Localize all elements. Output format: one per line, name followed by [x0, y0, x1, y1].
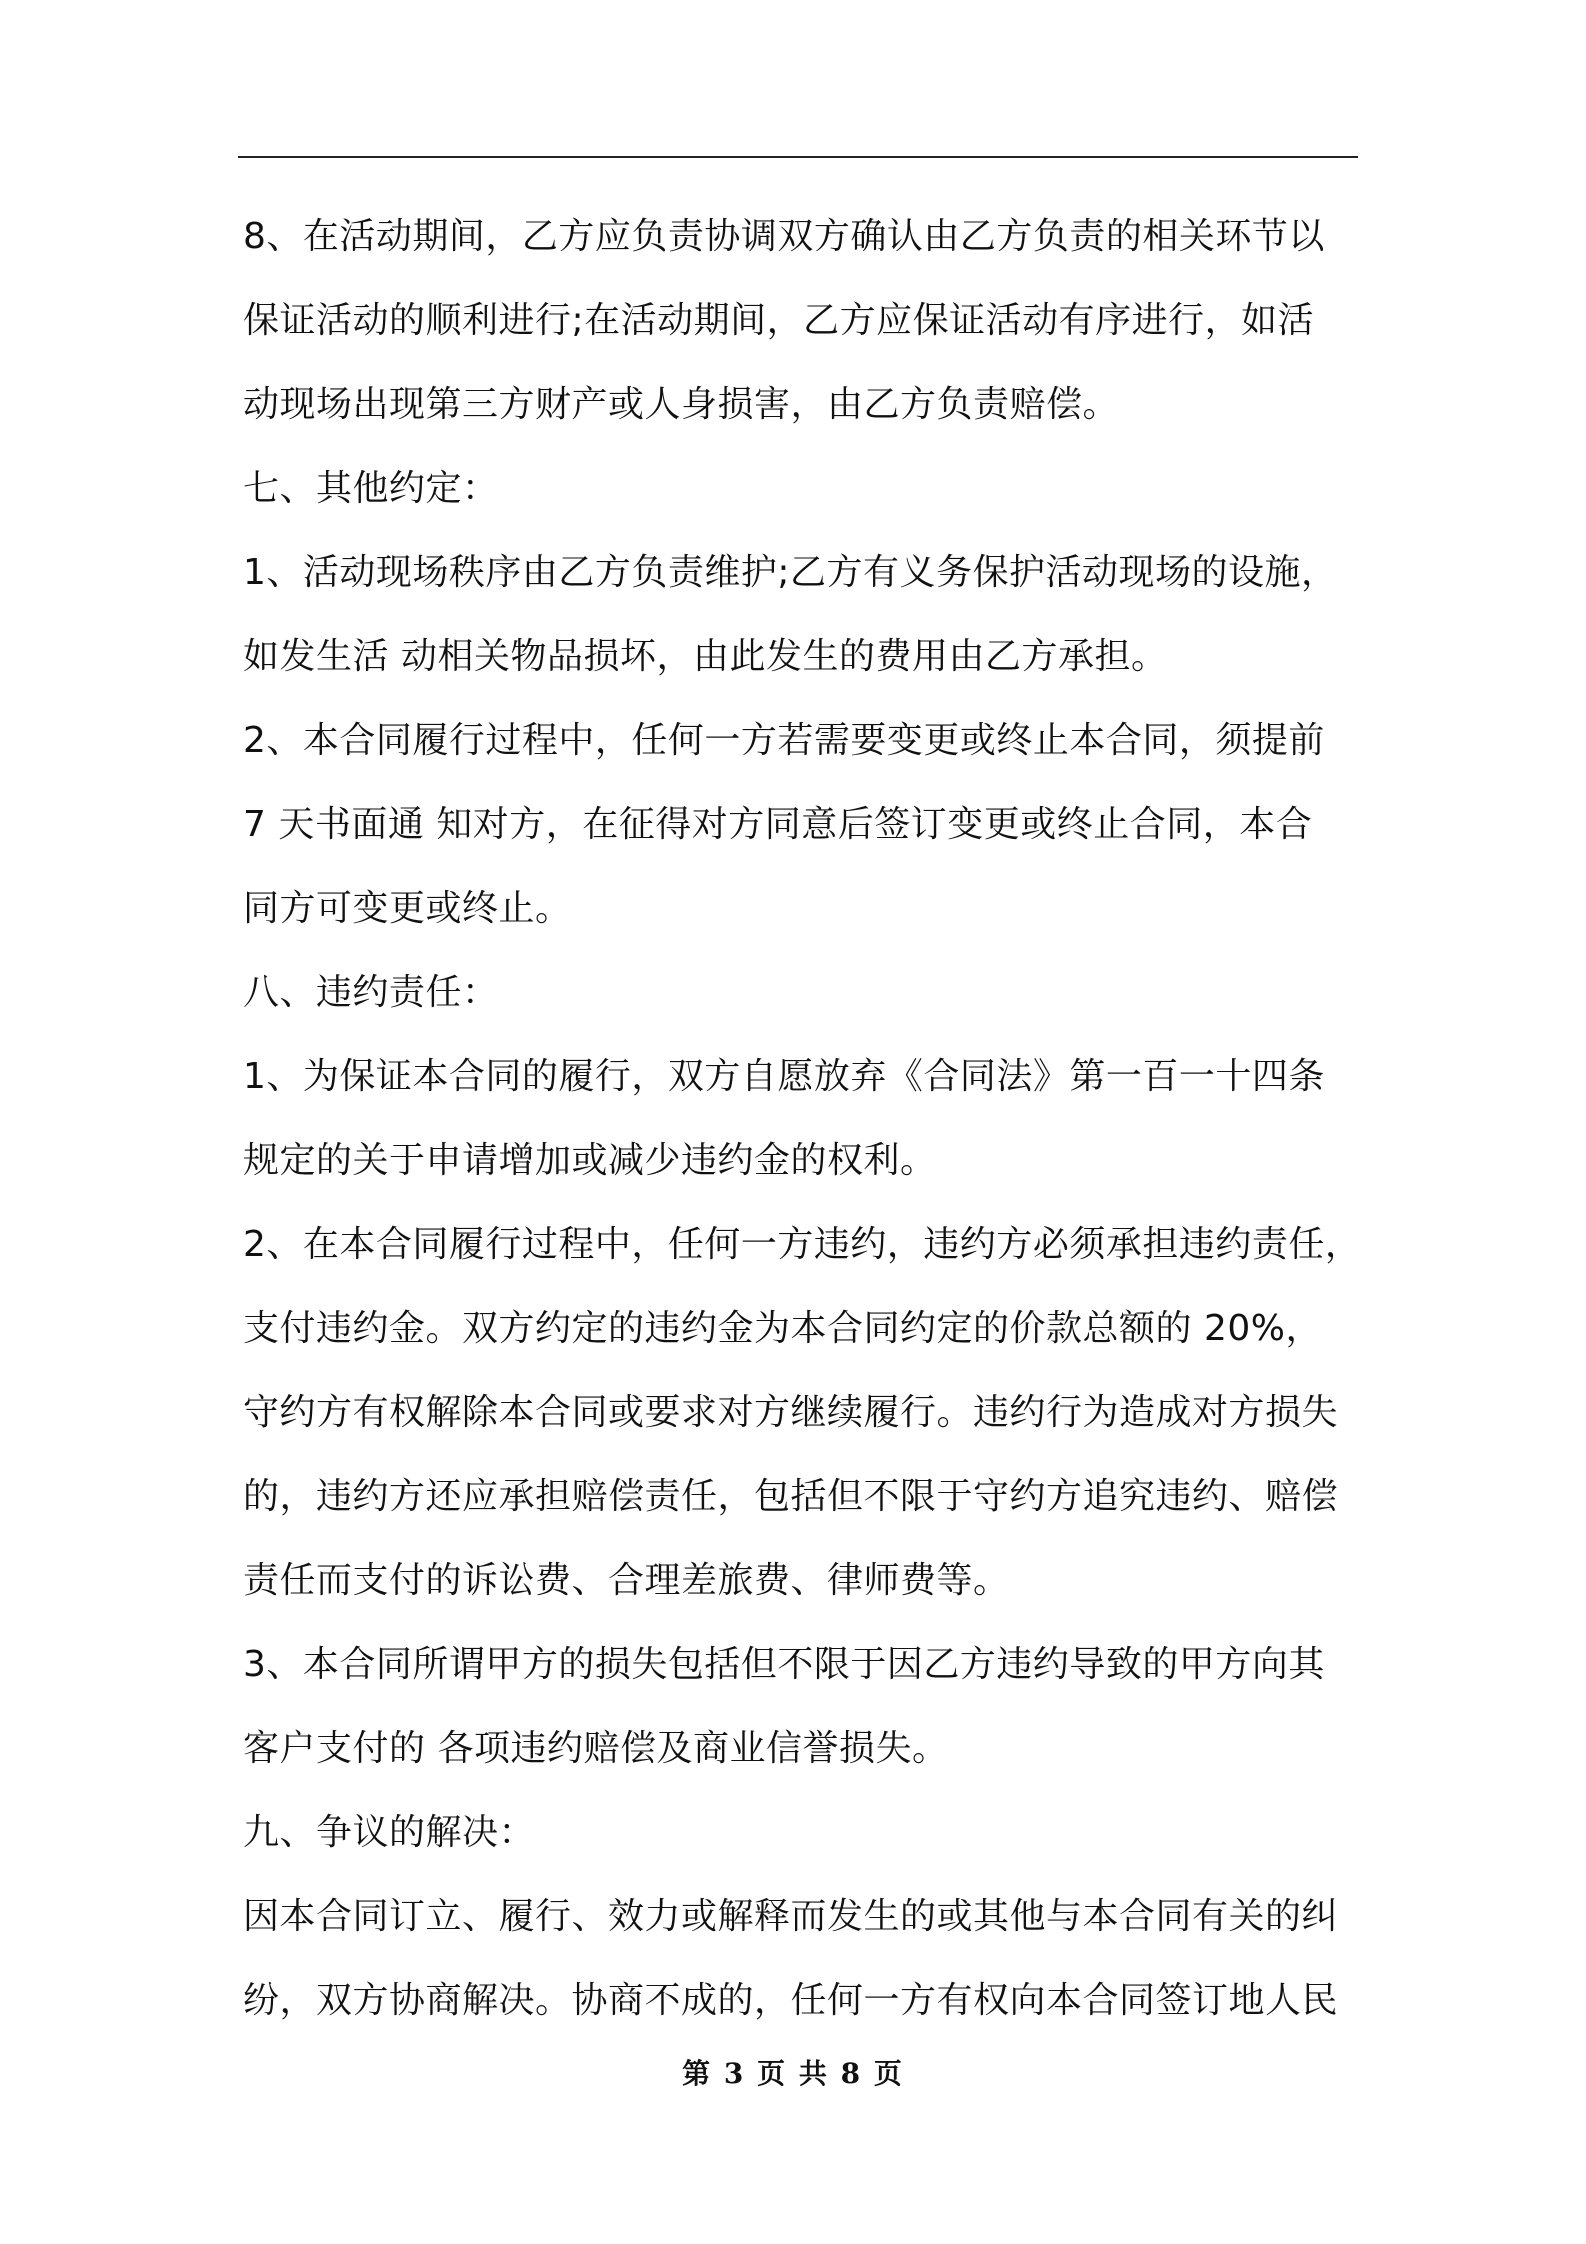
- text-line: 的，违约方还应承担赔偿责任，包括但不限于守约方追究违约、赔偿: [243, 1476, 1339, 1517]
- section-heading: 八、违约责任：: [243, 972, 499, 1013]
- page-number: 第 3 页 共 8 页: [682, 2057, 904, 2090]
- text-line: 同方可变更或终止。: [243, 888, 572, 929]
- text-line: 7 天书面通 知对方，在征得对方同意后签订变更或终止合同，本合: [243, 804, 1313, 845]
- text-line: 8、在活动期间，乙方应负责协调双方确认由乙方负责的相关环节以: [243, 216, 1325, 257]
- section-heading: 九、争议的解决：: [243, 1812, 536, 1853]
- text-line: 责任而支付的诉讼费、合理差旅费、律师费等。: [243, 1560, 1010, 1601]
- text-line: 客户支付的 各项违约赔偿及商业信誉损失。: [243, 1728, 949, 1769]
- text-line: 支付违约金。双方约定的违约金为本合同约定的价款总额的 20%，: [243, 1308, 1322, 1349]
- text-line: 2、本合同履行过程中，任何一方若需要变更或终止本合同，须提前: [243, 720, 1325, 761]
- text-line: 1、活动现场秩序由乙方负责维护;乙方有义务保护活动现场的设施，: [243, 552, 1338, 593]
- text-line: 守约方有权解除本合同或要求对方继续履行。违约行为造成对方损失: [243, 1392, 1339, 1433]
- text-line: 纷，双方协商解决。协商不成的，任何一方有权向本合同签订地人民: [243, 1980, 1339, 2021]
- text-line: 保证活动的顺利进行;在活动期间，乙方应保证活动有序进行，如活: [243, 300, 1315, 341]
- text-line: 2、在本合同履行过程中，任何一方违约，违约方必须承担违约责任，: [243, 1224, 1362, 1265]
- page-footer: [0, 2052, 1586, 2092]
- text-line: 如发生活 动相关物品损坏，由此发生的费用由乙方承担。: [243, 636, 1168, 677]
- text-line: 3、本合同所谓甲方的损失包括但不限于因乙方违约导致的甲方向其: [243, 1644, 1325, 1685]
- text-line: 规定的关于申请增加或减少违约金的权利。: [243, 1140, 937, 1181]
- text-line: 1、为保证本合同的履行，双方自愿放弃《合同法》第一百一十四条: [243, 1056, 1325, 1097]
- text-line: 因本合同订立、履行、效力或解释而发生的或其他与本合同有关的纠: [243, 1896, 1339, 1937]
- document-body: [243, 195, 1363, 2043]
- header-rule: [238, 156, 1358, 158]
- section-heading: 七、其他约定：: [243, 468, 499, 509]
- text-line: 动现场出现第三方财产或人身损害，由乙方负责赔偿。: [243, 384, 1120, 425]
